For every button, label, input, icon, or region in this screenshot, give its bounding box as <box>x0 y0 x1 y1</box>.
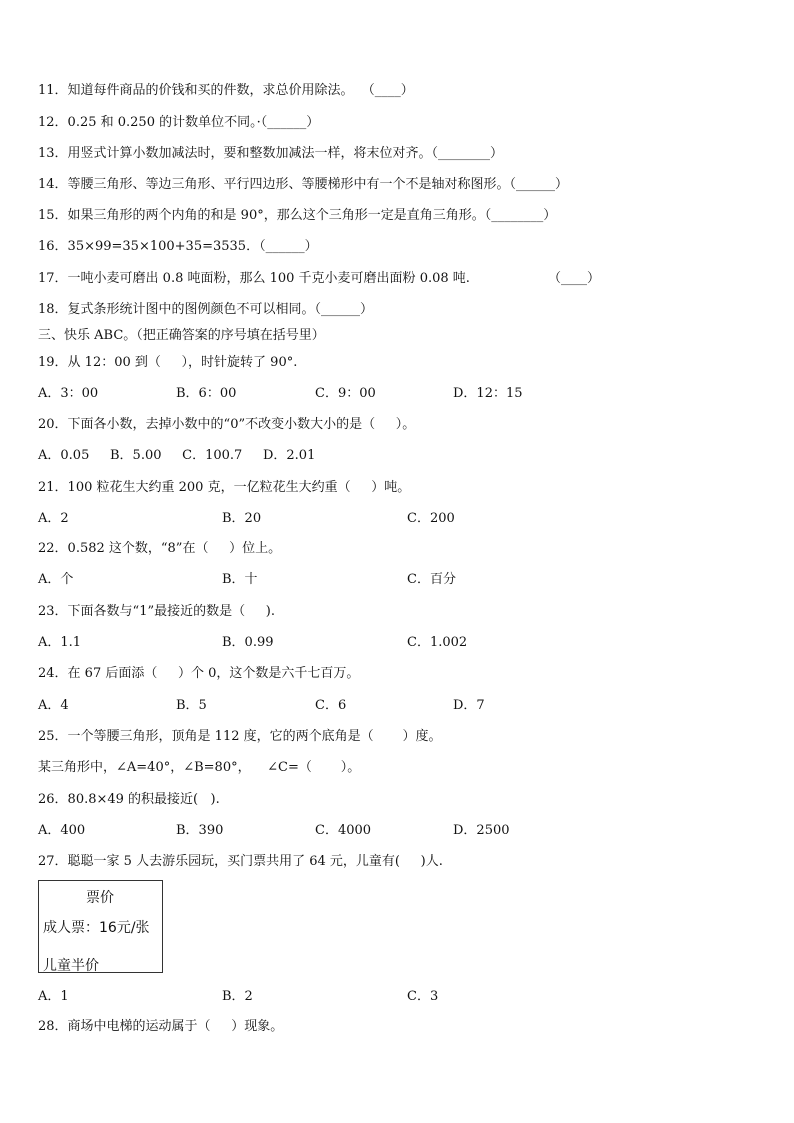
question-line: 22．0.582 这个数，“8”在（ ）位上。 <box>38 541 282 556</box>
price-box-adult: 成人票：16元/张 <box>43 920 150 936</box>
answer-option: C．1.002 <box>407 635 468 650</box>
question-line: 26．80.8×49 的积最接近( ). <box>38 792 220 807</box>
price-box-child: 儿童半价 <box>43 958 99 974</box>
answer-option: A．400 <box>38 823 86 838</box>
answer-option: C．4000 <box>315 823 372 838</box>
answer-option: B．5 <box>176 698 207 713</box>
answer-option: C．6 <box>315 698 347 713</box>
question-line: 25．一个等腰三角形，顶角是 112 度，它的两个底角是（ ）度。 <box>38 729 442 744</box>
question-line: 27．聪聪一家 5 人去游乐园玩，买门票共用了 64 元，儿童有( )人. <box>38 854 443 869</box>
question-line: 15．如果三角形的两个内角的和是 90°，那么这个三角形一定是直角三角形。（________） <box>38 208 557 223</box>
question-line: 28．商场中电梯的运动属于（ ）现象。 <box>38 1019 284 1034</box>
question-line: 17．一吨小麦可磨出 0.8 吨面粉，那么 100 千克小麦可磨出面粉 0.08 吨. <box>38 271 470 286</box>
answer-option: B．20 <box>222 511 262 526</box>
answer-option: B．6：00 <box>176 386 237 401</box>
q17-answer-blank: （____） <box>548 271 601 286</box>
question-line: 21．100 粒花生大约重 200 克，一亿粒花生大约重（ ）吨。 <box>38 480 411 495</box>
answer-option: A．个 <box>38 572 74 587</box>
answer-option: A．0.05 B．5.00 C．100.7 D．2.01 <box>38 448 316 463</box>
ticket-price-box <box>38 880 163 973</box>
answer-option: B．十 <box>222 572 258 587</box>
question-line: 某三角形中，∠A=40°，∠B=80°， ∠C=（ ）。 <box>38 760 361 775</box>
answer-option: C．3 <box>407 989 439 1004</box>
answer-option: A．3：00 <box>38 386 99 401</box>
answer-option: D．12：15 <box>453 386 523 401</box>
question-line: 三、快乐 ABC。（把正确答案的序号填在括号里） <box>38 328 325 343</box>
question-line: 11．知道每件商品的价钱和买的件数，求总价用除法。 （____） <box>38 83 414 98</box>
answer-option: D．2500 <box>453 823 510 838</box>
answer-option: B．2 <box>222 989 253 1004</box>
answer-option: A．1.1 <box>38 635 82 650</box>
answer-option: D．7 <box>453 698 485 713</box>
answer-option: A．4 <box>38 698 69 713</box>
answer-option: C．200 <box>407 511 455 526</box>
question-line: 12．0.25 和 0.250 的计数单位不同。·（______） <box>38 115 320 130</box>
answer-option: B．390 <box>176 823 224 838</box>
question-line: 13．用竖式计算小数加减法时，要和整数加减法一样，将末位对齐。（________） <box>38 146 504 161</box>
answer-option: C．9：00 <box>315 386 376 401</box>
answer-option: B．0.99 <box>222 635 274 650</box>
question-line: 16．35×99=35×100+35=3535．（______） <box>38 239 318 254</box>
question-line: 23．下面各数与“1”最接近的数是（ ). <box>38 604 275 619</box>
answer-option: C．百分 <box>407 572 456 587</box>
question-line: 19．从 12：00 到（ ），时针旋转了 90°. <box>38 355 298 370</box>
question-line: 18．复式条形统计图中的图例颜色不可以相同。（______） <box>38 302 374 317</box>
question-line: 24．在 67 后面添（ ）个 0，这个数是六千七百万。 <box>38 666 360 681</box>
price-box-title: 票价 <box>86 890 114 906</box>
question-line: 20．下面各小数，去掉小数中的“0”不改变小数大小的是（ ）。 <box>38 417 416 432</box>
question-line: 14．等腰三角形、等边三角形、平行四边形、等腰梯形中有一个不是轴对称图形。（______） <box>38 177 569 192</box>
answer-option: A．2 <box>38 511 69 526</box>
answer-option: A．1 <box>38 989 69 1004</box>
